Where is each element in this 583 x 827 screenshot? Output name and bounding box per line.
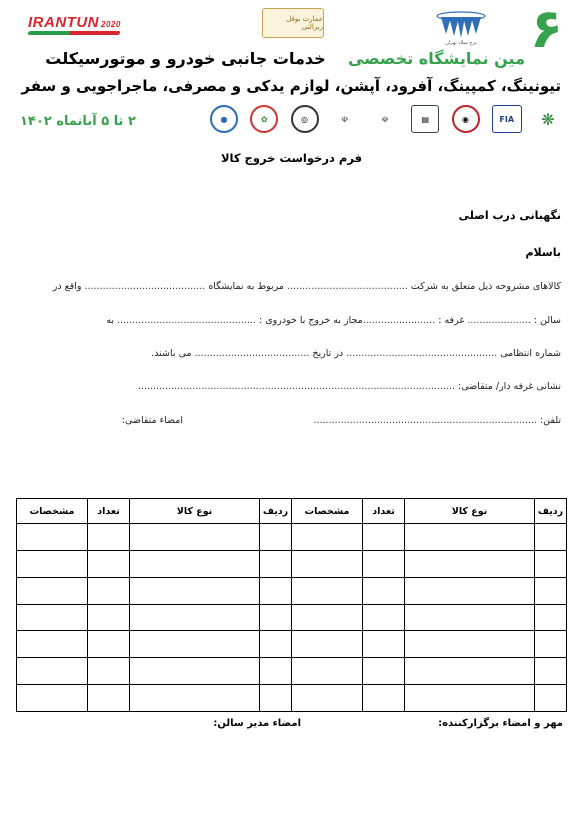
tower-caption: برج میلاد تهران	[445, 40, 477, 46]
table-cell[interactable]	[17, 524, 87, 550]
table-header-row	[292, 499, 566, 524]
table-cell[interactable]	[404, 578, 534, 604]
table-cell[interactable]	[87, 605, 129, 631]
table-cell[interactable]	[17, 605, 87, 631]
table-cell[interactable]	[259, 524, 291, 550]
table-cell[interactable]	[259, 578, 291, 604]
table-row	[292, 551, 566, 578]
table-cell[interactable]	[129, 685, 259, 711]
motorsport-federation-logo: ◉	[452, 105, 480, 133]
table-cell[interactable]	[87, 524, 129, 550]
table-cell[interactable]	[259, 605, 291, 631]
table-cell[interactable]	[292, 685, 362, 711]
iran-emblem-logo: ☫	[341, 114, 349, 124]
table-cell[interactable]	[362, 685, 404, 711]
table-header-cell: نوع کالا	[129, 499, 259, 523]
table-right-half	[291, 499, 566, 711]
table-cell[interactable]	[292, 524, 362, 550]
table-header-cell: نوع کالا	[404, 499, 534, 523]
table-cell[interactable]	[362, 551, 404, 577]
sponsor-logos	[210, 104, 562, 134]
table-cell[interactable]	[17, 658, 87, 684]
edition-number: ۶	[530, 0, 563, 60]
table-cell[interactable]	[129, 551, 259, 577]
table-cell[interactable]	[259, 551, 291, 577]
table-cell[interactable]	[362, 631, 404, 657]
hall-manager-signature: امضاء مدیر سالن:	[213, 718, 301, 729]
table-cell[interactable]	[87, 631, 129, 657]
table-cell[interactable]	[534, 578, 566, 604]
form-line-phone: تلفن: ..........................................................................	[313, 415, 561, 426]
table-row	[17, 685, 291, 711]
table-header-cell: تعداد	[362, 499, 404, 523]
table-cell[interactable]	[404, 551, 534, 577]
table-row	[17, 631, 291, 658]
table-cell[interactable]	[17, 631, 87, 657]
table-cell[interactable]	[362, 524, 404, 550]
province-logo: ●	[210, 105, 238, 133]
table-cell[interactable]	[17, 551, 87, 577]
table-cell[interactable]	[17, 578, 87, 604]
table-left-half	[17, 499, 291, 711]
table-cell[interactable]	[404, 685, 534, 711]
table-header-cell: ردیف	[259, 499, 291, 523]
table-row	[17, 524, 291, 551]
table-cell[interactable]	[129, 578, 259, 604]
table-row	[17, 578, 291, 605]
table-cell[interactable]	[292, 631, 362, 657]
exhibition-title	[45, 49, 525, 68]
table-cell[interactable]	[259, 631, 291, 657]
table-header-cell: مشخصات	[304, 505, 350, 517]
form-title: فرم درخواست خروج کالا	[220, 151, 362, 165]
irantun-logo: IRANTUN 2020	[28, 14, 121, 31]
table-cell[interactable]	[404, 524, 534, 550]
table-cell[interactable]	[534, 605, 566, 631]
table-cell[interactable]	[87, 578, 129, 604]
table-cell[interactable]	[259, 658, 291, 684]
exhibition-dates: ۲ تا ۵ آبانماه ۱۴۰۲	[20, 114, 136, 129]
table-row	[17, 658, 291, 685]
table-cell[interactable]	[292, 578, 362, 604]
table-cell[interactable]	[129, 605, 259, 631]
table-header-cell: ردیف	[534, 499, 566, 523]
table-cell[interactable]	[17, 685, 87, 711]
table-row	[292, 658, 566, 685]
table-row	[292, 524, 566, 551]
table-cell[interactable]	[362, 605, 404, 631]
table-cell[interactable]	[404, 658, 534, 684]
table-cell[interactable]	[534, 524, 566, 550]
fia-logo: FIA	[492, 105, 522, 133]
table-cell[interactable]	[534, 658, 566, 684]
table-header-cell: تعداد	[87, 499, 129, 523]
table-cell[interactable]	[534, 631, 566, 657]
table-cell[interactable]	[87, 551, 129, 577]
table-row	[17, 605, 291, 632]
tehran-municipality-logo: ❋	[541, 109, 555, 129]
exhibition-subtitle: تیونینگ، کمپینگ، آفرود، آپشن، لوازم یدکی و مصرفی، ماجراجویی و سفر	[21, 77, 561, 95]
form-line-hall: سالن : ..................... غرفه : ........................مجاز به خروج با خودروی : .............................................. به	[106, 315, 561, 326]
form-line-address: نشانی غرفه دار/ متقاضی: .........................................................................................................	[137, 381, 561, 392]
federation-logo: ✿	[250, 105, 278, 133]
association-seal-logo: ◎	[291, 105, 319, 133]
table-cell[interactable]	[362, 658, 404, 684]
recipient: نگهبانی درب اصلی	[458, 209, 561, 222]
exhibition-center-logo: عمارت نوفل ریزالتی	[262, 8, 324, 38]
organizer-stamp-signature: مهر و امضاء برگزارکننده:	[438, 718, 563, 729]
title-highlight: مین نمایشگاه تخصصی	[347, 49, 525, 68]
form-line-company: کالاهای مشروحه ذیل متعلق به شرکت ........................................ مربوط به نمایشگاه ........................................ واقع در	[52, 281, 561, 292]
table-cell[interactable]	[362, 578, 404, 604]
table-cell[interactable]	[129, 524, 259, 550]
table-cell[interactable]	[404, 631, 534, 657]
ministry-logo: ☫	[381, 114, 389, 124]
form-line-plate: شماره انتظامی .................................................. در تاریخ ...................................... می باشند.	[151, 348, 561, 359]
table-cell[interactable]	[87, 685, 129, 711]
table-cell[interactable]	[534, 685, 566, 711]
table-cell[interactable]	[129, 658, 259, 684]
items-table	[16, 498, 567, 712]
table-cell[interactable]	[534, 551, 566, 577]
salutation: باسلام	[525, 246, 561, 259]
table-header-cell: مشخصات	[29, 505, 75, 517]
applicant-signature: امضاء متقاضی:	[121, 415, 183, 426]
table-row	[292, 685, 566, 711]
table-header-row	[17, 499, 291, 524]
organization-logo: ▤	[411, 105, 439, 133]
table-cell[interactable]	[129, 631, 259, 657]
irantun-swoosh	[27, 31, 120, 35]
table-cell[interactable]	[259, 685, 291, 711]
table-row	[292, 631, 566, 658]
table-cell[interactable]	[292, 658, 362, 684]
table-row	[292, 578, 566, 605]
table-cell[interactable]	[87, 658, 129, 684]
table-row	[292, 605, 566, 632]
table-row	[17, 551, 291, 578]
table-cell[interactable]	[292, 605, 362, 631]
title-rest: خدمات جانبی خودرو و موتورسیکلت	[45, 49, 326, 68]
table-cell[interactable]	[404, 605, 534, 631]
table-cell[interactable]	[292, 551, 362, 577]
